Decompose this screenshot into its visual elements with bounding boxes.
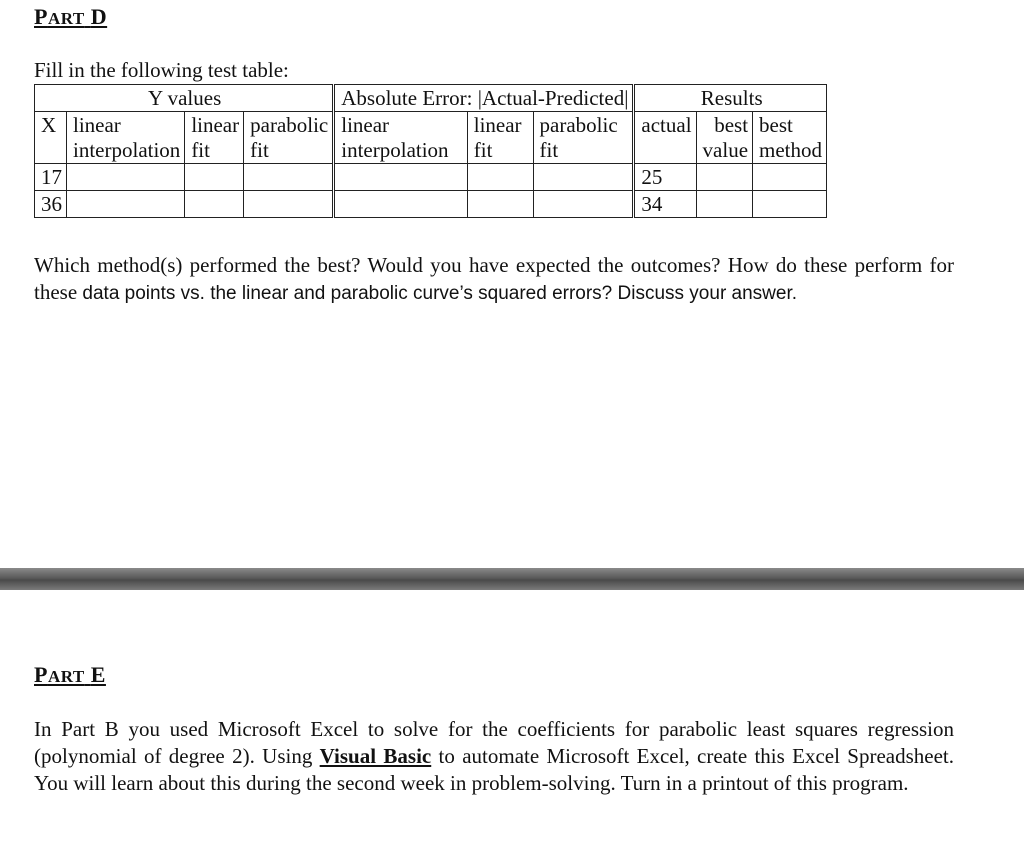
- y-linear-fit-header: linear fit: [185, 112, 244, 164]
- absolute-error-header: Absolute Error: |Actual-Predicted|: [334, 85, 634, 112]
- blank-cell[interactable]: [67, 191, 185, 218]
- blank-cell[interactable]: [753, 164, 827, 191]
- blank-cell[interactable]: [533, 164, 634, 191]
- table-intro: Fill in the following test table:: [34, 58, 289, 82]
- err-parabolic-fit-header: parabolic fit: [533, 112, 634, 164]
- blank-cell[interactable]: [334, 164, 468, 191]
- y-parabolic-fit-header: parabolic fit: [244, 112, 334, 164]
- blank-cell[interactable]: [244, 191, 334, 218]
- blank-cell[interactable]: [696, 191, 752, 218]
- test-table: [34, 84, 827, 218]
- actual-cell: 25: [634, 164, 696, 191]
- column-header-row: [35, 112, 827, 164]
- x-header: X: [35, 112, 67, 164]
- x-cell: 17: [35, 164, 67, 191]
- blank-cell[interactable]: [185, 164, 244, 191]
- blank-cell[interactable]: [334, 191, 468, 218]
- y-values-header: Y values: [35, 85, 334, 112]
- blank-cell[interactable]: [696, 164, 752, 191]
- actual-header: actual: [634, 112, 696, 164]
- part-e-instructions: In Part B you used Microsoft Excel to solve for the coefficients for parabolic least squares regression (polynomial of degree 2). Using Visual Basic to automate Microsoft Excel, create this Excel Spreadsheet. You will learn about this during the second week in problem-solving. Turn in a printout of this program.: [34, 717, 954, 795]
- x-cell: 36: [35, 191, 67, 218]
- best-value-header: best value: [696, 112, 752, 164]
- err-linear-interpolation-header: linear interpolation: [334, 112, 468, 164]
- blank-cell[interactable]: [753, 191, 827, 218]
- y-linear-interpolation-header: linear interpolation: [67, 112, 185, 164]
- discussion-question: Which method(s) performed the best? Would you have expected the outcomes? How do these perform for these data points vs. the linear and parabolic curve’s squared errors? Discuss your answer.: [34, 253, 954, 304]
- table-row: [35, 164, 827, 191]
- group-header-row: [35, 85, 827, 112]
- blank-cell[interactable]: [185, 191, 244, 218]
- table-row: [35, 191, 827, 218]
- blank-cell[interactable]: [67, 164, 185, 191]
- err-linear-fit-header: linear fit: [467, 112, 533, 164]
- best-method-header: best method: [753, 112, 827, 164]
- section-divider: [0, 568, 1024, 590]
- blank-cell[interactable]: [467, 164, 533, 191]
- part-e-heading: PART E: [34, 662, 106, 687]
- actual-cell: 34: [634, 191, 696, 218]
- visual-basic-emphasis: Visual Basic: [319, 744, 432, 768]
- results-header: Results: [634, 85, 827, 112]
- part-d-heading: PART D: [34, 4, 108, 29]
- blank-cell[interactable]: [533, 191, 634, 218]
- blank-cell[interactable]: [244, 164, 334, 191]
- blank-cell[interactable]: [467, 191, 533, 218]
